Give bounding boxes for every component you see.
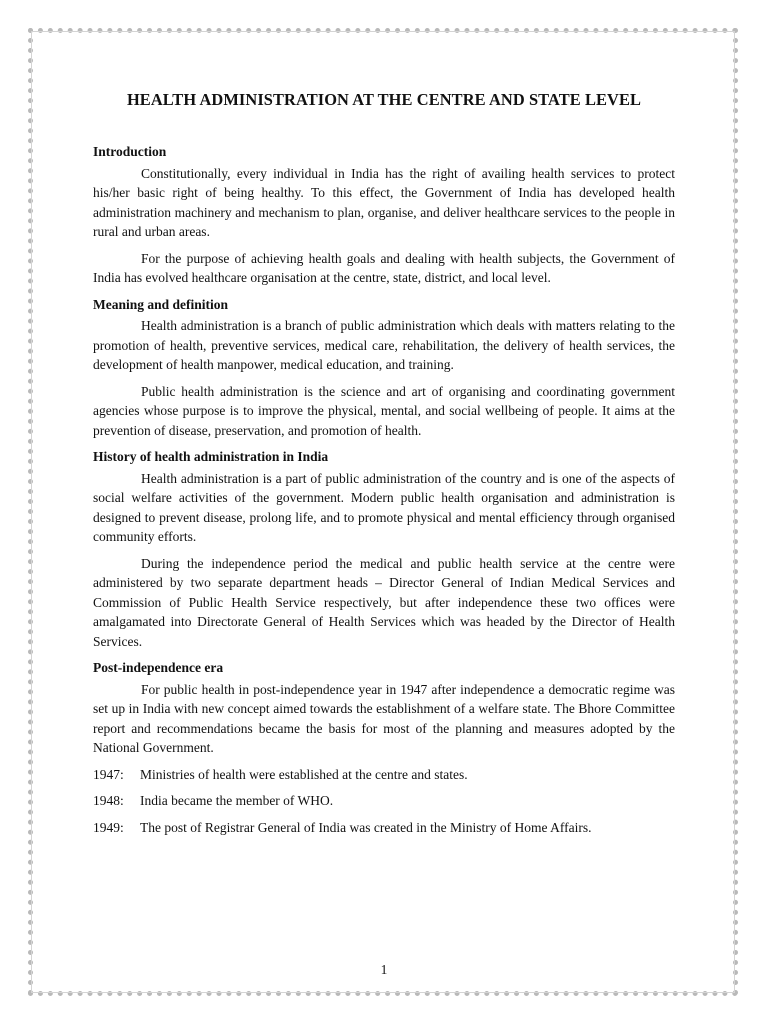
- section-meaning-definition: [93, 295, 675, 441]
- section-heading: Introduction: [93, 144, 167, 159]
- section-introduction: [93, 142, 675, 288]
- timeline-item: [93, 818, 675, 838]
- paragraph: During the independence period the medical and public health service at the centre were administered by two separate department heads – Director General of Indian Medical Services and Commission of Public Health Service respectively, but after independence these two offices were amalgamated into Directorate General of Health Services which was headed by the Director of Health Services.: [93, 555, 675, 649]
- timeline-year: 1947:: [93, 766, 124, 782]
- timeline-list: [93, 765, 675, 838]
- timeline-year: 1949:: [93, 819, 124, 835]
- timeline-item: [93, 791, 675, 811]
- paragraph: Public health administration is the science and art of organising and coordinating government agencies whose purpose is to improve the physical, mental, and social wellbeing of people. It aims at the prevention of disease, preservation, and promotion of health.: [93, 383, 675, 438]
- paragraph: Health administration is a branch of public administration which deals with matters relating to the promotion of health, preventive services, medical care, rehabilitation, the delivery of health services, the development of health manpower, medical education, and training.: [93, 318, 675, 372]
- document-body: [93, 89, 675, 844]
- document-title: HEALTH ADMINISTRATION AT THE CENTRE AND STATE LEVEL: [126, 90, 642, 109]
- page-number: 1: [380, 962, 388, 977]
- section-heading: Meaning and definition: [93, 296, 229, 312]
- section-post-independence: [93, 658, 675, 758]
- timeline-text: The post of Registrar General of India was created in the Ministry of Home Affairs.: [140, 819, 592, 835]
- section-heading: History of health administration in India: [93, 449, 329, 464]
- timeline-text: Ministries of health were established at the centre and states.: [140, 766, 468, 782]
- paragraph: Constitutionally, every individual in India has the right of availing health services to protect his/her basic right of being healthy. To this effect, the Government of India has developed health administration machinery and mechanism to plan, organise, and deliver healthcare services to the people in rural and urban areas.: [93, 165, 675, 239]
- paragraph: For public health in post-independence year in 1947 after independence a democratic regime was set up in India with new concept aimed towards the establishment of a welfare state. The Bhore Committee report and recommendations became the basis for most of the planning and measures adopted by the National Government.: [93, 681, 675, 755]
- section-history: [93, 447, 675, 651]
- timeline-year: 1948:: [93, 793, 124, 808]
- timeline-text: India became the member of WHO.: [140, 793, 334, 808]
- paragraph: Health administration is a part of public administration of the country and is one of the aspects of social welfare activities of the government. Modern public health organisation and administration is designed to prevent disease, prolong life, and to promote physical and mental efficiency through organised community efforts.: [93, 470, 675, 544]
- section-heading: Post-independence era: [93, 660, 224, 675]
- timeline-item: [93, 765, 675, 785]
- paragraph: For the purpose of achieving health goals and dealing with health subjects, the Government of India has evolved healthcare organisation at the centre, state, district, and local level.: [93, 250, 675, 285]
